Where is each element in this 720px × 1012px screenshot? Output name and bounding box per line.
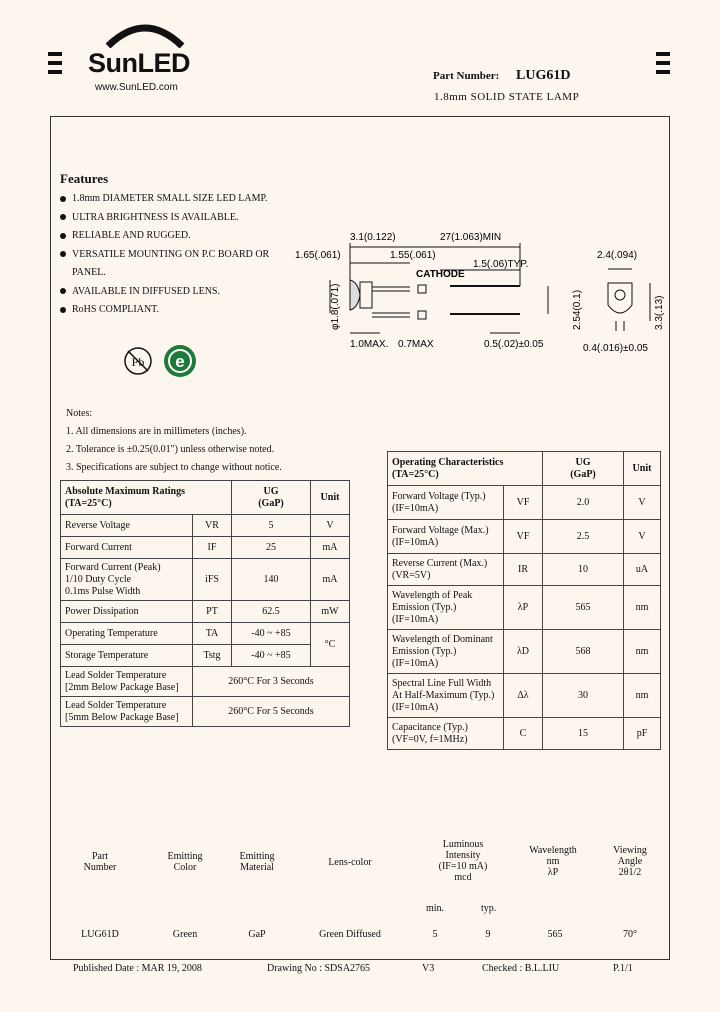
part-number-label: Part Number: xyxy=(433,70,500,82)
features-list xyxy=(60,190,300,320)
col-luminous-intensity: Luminous Intensity (IF=10 mA) mcd xyxy=(438,839,488,883)
bullet-icon xyxy=(60,214,66,220)
bullet-icon xyxy=(60,288,66,294)
table-row: Operating Temperature TA -40 ~ +85 °C xyxy=(61,623,350,645)
env-text: e xyxy=(175,352,185,371)
bullet-icon xyxy=(60,251,66,257)
website[interactable]: www.SunLED.com xyxy=(95,82,178,93)
feature-item: RELIABLE AND RUGGED. xyxy=(60,227,300,246)
feature-item: ULTRA BRIGHTNESS IS AVAILABLE. xyxy=(60,209,300,228)
col-lens-color: Lens-color xyxy=(328,857,372,868)
subtitle: 1.8mm SOLID STATE LAMP xyxy=(434,91,580,103)
table-row: Power Dissipation PT 62.5 mW xyxy=(61,601,350,623)
feature-item: 1.8mm DIAMETER SMALL SIZE LED LAMP. xyxy=(60,190,300,209)
table-header: UG (GaP) xyxy=(543,452,624,486)
table-header: Unit xyxy=(311,481,350,515)
sub-min: min. xyxy=(426,903,445,914)
dim-label: 1.0MAX. xyxy=(350,339,389,350)
dim-label: 0.5(.02)±0.05 xyxy=(484,339,544,350)
feature-item-cont: PANEL. xyxy=(72,267,106,278)
table-row: Wavelength of Peak Emission (Typ.) (IF=10mA) λP 565 nm xyxy=(388,586,661,630)
dim-label: 3.1(0.122) xyxy=(350,232,396,243)
feature-item: AVAILABLE IN DIFFUSED LENS. xyxy=(60,283,300,302)
dim-label: 2.54(0.1) xyxy=(572,289,583,330)
table-row: Wavelength of Dominant Emission (Typ.) (IF=10mA) λD 568 nm xyxy=(388,630,661,674)
table-row: Reverse Current (Max.) (VR=5V) IR 10 uA xyxy=(388,554,661,586)
table-header: UG (GaP) xyxy=(232,481,311,515)
table-header: Unit xyxy=(624,452,661,486)
table-row: Capacitance (Typ.) (VF=0V, f=1MHz) C 15 pF xyxy=(388,718,661,750)
table-header: Operating Characteristics (TA=25°C) xyxy=(388,452,543,486)
bottom-table-header xyxy=(60,835,660,895)
dim-label: 1.65(.061) xyxy=(295,250,341,261)
col-part-number: Part Number xyxy=(83,851,117,873)
sub-typ: typ. xyxy=(481,903,497,914)
table-row: Reverse Voltage VR 5 V xyxy=(61,515,350,537)
version: V3 xyxy=(422,963,435,974)
dim-label: 0.4(.016)±0.05 xyxy=(583,343,648,354)
table-row: Lead Solder Temperature [2mm Below Package Base] 260°C For 3 Seconds xyxy=(61,667,350,697)
feature-item: RoHS COMPLIANT. xyxy=(60,301,300,320)
right-bars xyxy=(656,52,670,74)
dim-label: 0.7MAX xyxy=(398,339,434,350)
note-item: 3. Specifications are subject to change without notice. xyxy=(66,462,282,473)
bullet-icon xyxy=(60,196,66,202)
dim-label: 27(1.063)MIN xyxy=(440,232,502,243)
rohs-env-icon xyxy=(162,343,198,379)
pb-free-icon xyxy=(122,345,154,377)
table-row: Lead Solder Temperature [5mm Below Package Base] 260°C For 5 Seconds xyxy=(61,697,350,727)
cathode-label: CATHODE xyxy=(416,269,465,280)
package-drawing xyxy=(290,225,670,355)
table-row: Storage Temperature Tstg -40 ~ +85 xyxy=(61,645,350,667)
dim-label: 3.3(.13) xyxy=(654,295,665,330)
notes-title: Notes: xyxy=(66,408,93,419)
features-title: Features xyxy=(60,171,109,186)
logo-text: SunLED xyxy=(88,48,190,78)
pb-text: Pb xyxy=(131,355,145,369)
col-viewing-angle: Viewing Angle 2θ1/2 xyxy=(613,845,647,878)
operating-characteristics-table xyxy=(387,451,661,750)
col-emitting-color: Emitting Color xyxy=(167,851,203,873)
drawing-number: Drawing No : SDSA2765 xyxy=(267,963,371,974)
published-date: Published Date : MAR 19, 2008 xyxy=(73,963,202,974)
table-row: Forward Voltage (Typ.) (IF=10mA) VF 2.0 V xyxy=(388,486,661,520)
bullet-icon xyxy=(60,307,66,313)
abs-max-ratings-table xyxy=(60,480,350,727)
note-item: 1. All dimensions are in millimeters (inches). xyxy=(66,426,247,437)
col-wavelength: Wavelength nm λP xyxy=(529,845,577,878)
part-number: LUG61D xyxy=(516,68,571,83)
logo-arc xyxy=(100,18,190,48)
dim-label: 1.55(.061) xyxy=(390,250,436,261)
table-row: Forward Current (Peak) 1/10 Duty Cycle 0.1ms Pulse Width iFS 140 mA xyxy=(61,559,350,601)
note-item: 2. Tolerance is ±0.25(0.01") unless otherwise noted. xyxy=(66,444,275,455)
dim-label: 1.5(.06)TYP. xyxy=(473,259,529,270)
dim-label: 2.4(.094) xyxy=(597,250,638,261)
bullet-icon xyxy=(60,233,66,239)
dim-label: φ1.8(.071) xyxy=(330,283,341,330)
feature-item: VERSATILE MOUNTING ON P.C BOARD OR xyxy=(60,246,300,265)
table-row: Forward Voltage (Max.) (IF=10mA) VF 2.5 V xyxy=(388,520,661,554)
notes xyxy=(66,405,366,477)
table-header: Absolute Maximum Ratings (TA=25°C) xyxy=(61,481,232,515)
checked-by: Checked : B.L.LIU xyxy=(482,963,560,974)
table-row: LUG61D Green GaP Green Diffused 5 9 565 70° xyxy=(81,929,637,940)
table-row: Forward Current IF 25 mA xyxy=(61,537,350,559)
table-row: Spectral Line Full Width At Half-Maximum (Typ.) (IF=10mA) Δλ 30 nm xyxy=(388,674,661,718)
col-emitting-material: Emitting Material xyxy=(239,851,275,873)
page-number: P.1/1 xyxy=(613,963,633,974)
part-number-line xyxy=(433,68,571,84)
footer xyxy=(60,963,670,977)
left-bars xyxy=(48,52,62,74)
